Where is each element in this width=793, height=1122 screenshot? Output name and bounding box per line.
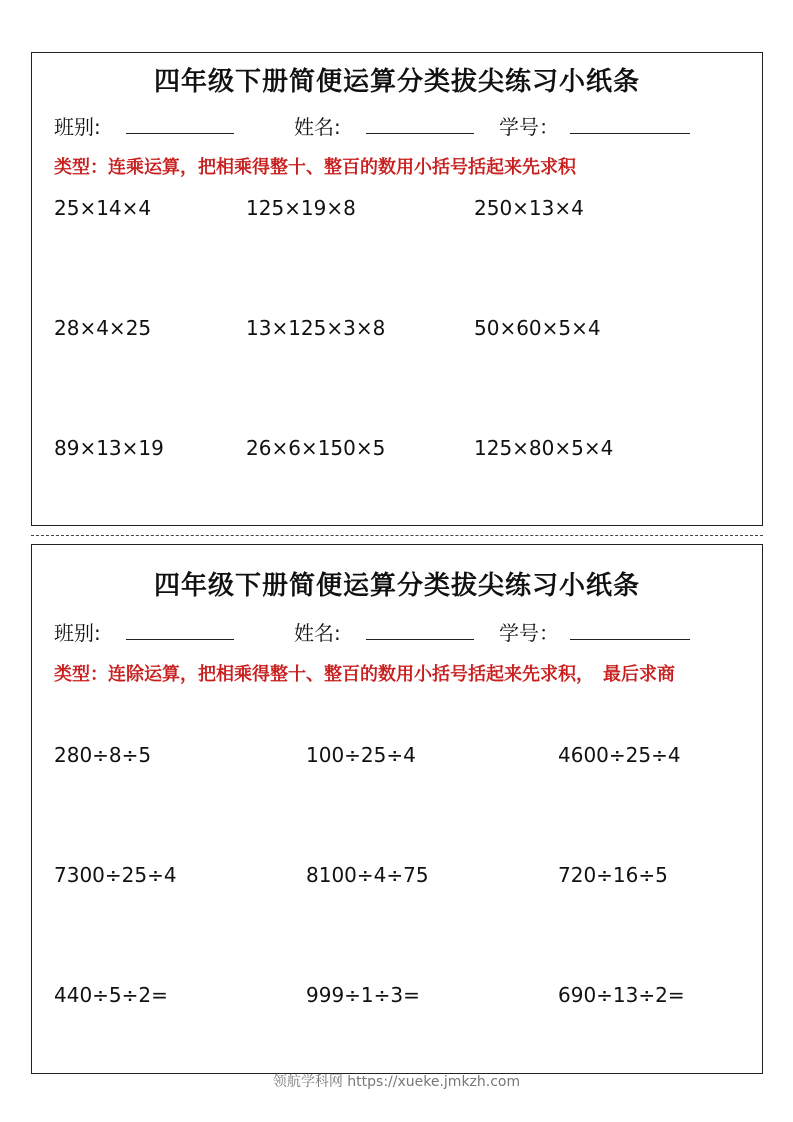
class-blank[interactable]: [126, 639, 234, 640]
problem-3: 4600÷25÷4: [558, 743, 681, 767]
worksheet-title: 四年级下册简便运算分类拔尖练习小纸条: [153, 67, 640, 97]
footer-source-text: 领航学科网 https://xueke.jmkzh.com: [272, 1074, 521, 1090]
name-blank[interactable]: [366, 639, 474, 640]
problem-1: 280÷8÷5: [54, 743, 152, 767]
name-blank[interactable]: [366, 133, 474, 134]
class-label: 班别:: [54, 621, 101, 645]
problem-1: 25×14×4: [54, 196, 152, 220]
student-number-label: 学号：: [499, 115, 559, 139]
student-number-label: 学号：: [499, 621, 559, 645]
instruction-text: 类型：连乘运算，把相乘得整十、整百的数用小括号括起来先求积: [54, 157, 576, 178]
name-label: 姓名:: [294, 115, 341, 139]
problem-7: 89×13×19: [54, 436, 164, 460]
worksheet-title: 四年级下册简便运算分类拔尖练习小纸条: [153, 571, 640, 601]
problem-5: 13×125×3×8: [246, 316, 386, 340]
problem-7: 440÷5÷2=: [54, 983, 168, 1007]
problem-2: 100÷25÷4: [306, 743, 416, 767]
problem-8: 999÷1÷3=: [306, 983, 420, 1007]
problem-4: 7300÷25÷4: [54, 863, 177, 887]
problem-6: 720÷16÷5: [558, 863, 668, 887]
class-blank[interactable]: [126, 133, 234, 134]
worksheet-card-multiplication: [31, 52, 763, 526]
problem-9: 125×80×5×4: [474, 436, 614, 460]
class-label: 班别:: [54, 115, 101, 139]
problem-3: 250×13×4: [474, 196, 584, 220]
worksheet-card-division: [31, 544, 763, 1074]
problem-4: 28×4×25: [54, 316, 152, 340]
problem-5: 8100÷4÷75: [306, 863, 429, 887]
cut-line-divider: [31, 535, 763, 536]
problem-8: 26×6×150×5: [246, 436, 386, 460]
problem-2: 125×19×8: [246, 196, 356, 220]
instruction-text: 类型：连除运算，把相乘得整十、整百的数用小括号括起来先求积， 最后求商: [54, 664, 675, 685]
problem-6: 50×60×5×4: [474, 316, 601, 340]
name-label: 姓名:: [294, 621, 341, 645]
problem-9: 690÷13÷2=: [558, 983, 685, 1007]
student-number-blank[interactable]: [570, 133, 690, 134]
student-number-blank[interactable]: [570, 639, 690, 640]
